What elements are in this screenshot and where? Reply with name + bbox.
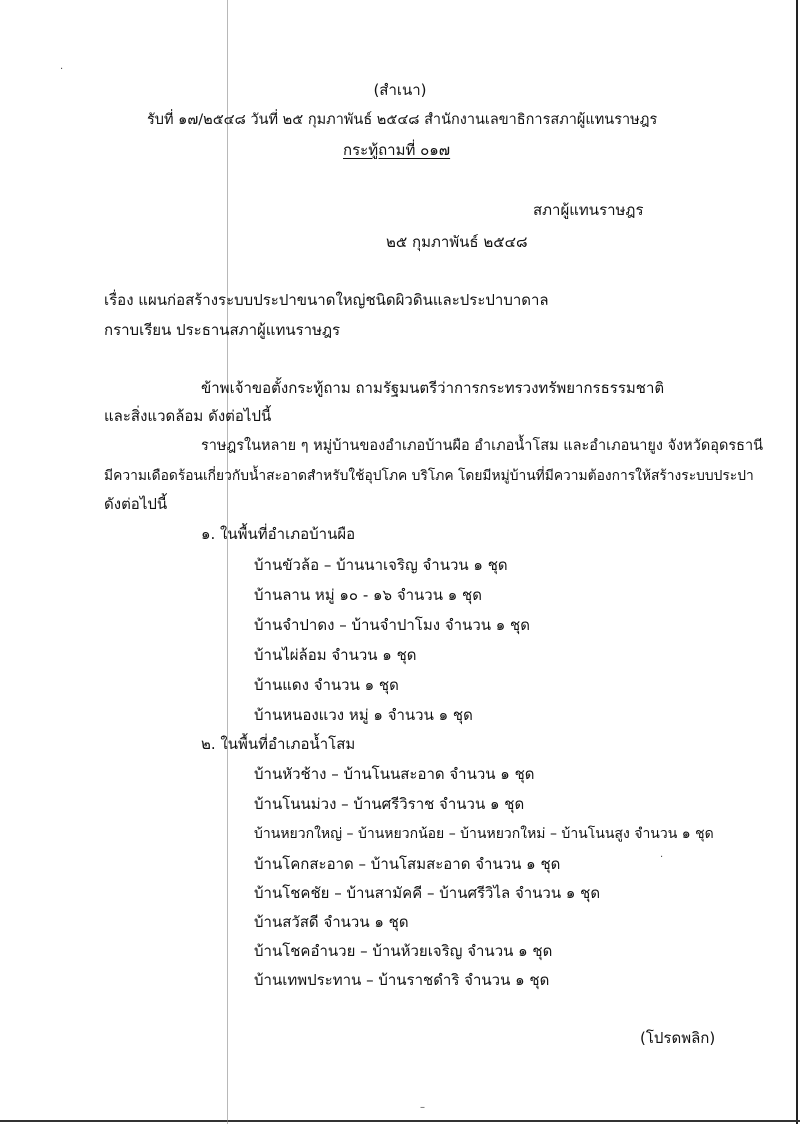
list-item: บ้านแดง จำนวน ๑ ชุด <box>254 676 399 694</box>
question-number: กระทู้ถามที่ ๐๑๗ <box>343 141 451 159</box>
please-turn-note: (โปรดพลิก) <box>640 1029 716 1047</box>
scan-border-right <box>796 0 798 1124</box>
list-item: บ้านหยวกใหญ่ – บ้านหยวกน้อย – บ้านหยวกใหม่ – บ้านโนนสูง จำนวน ๑ ชุด <box>254 826 714 842</box>
list-item: บ้านโนนม่วง – บ้านศรีวิราช จำนวน ๑ ชุด <box>254 795 525 813</box>
sender-org: สภาผู้แทนราษฎร <box>533 201 644 219</box>
list-item: บ้านโคกสะอาด – บ้านโสมสะอาด จำนวน ๑ ชุด <box>254 855 561 873</box>
section1-heading: ๑. ในพื้นที่อำเภอบ้านผือ <box>201 525 356 543</box>
list-item: บ้านลาน หมู่ ๑๐ - ๑๖ จำนวน ๑ ชุด <box>254 586 482 604</box>
body-para1-line2: และสิ่งแวดล้อม ดังต่อไปนี้ <box>104 407 272 425</box>
list-item: บ้านเทพประทาน – บ้านราชดำริ จำนวน ๑ ชุด <box>254 971 550 989</box>
list-item: บ้านไผ่ล้อม จำนวน ๑ ชุด <box>254 646 417 664</box>
list-item: บ้านหนองแวง หมู่ ๑ จำนวน ๑ ชุด <box>254 706 473 724</box>
list-item: บ้านขัวล้อ – บ้านนาเจริญ จำนวน ๑ ชุด <box>254 556 508 574</box>
body-para2-line3: ดังต่อไปนี้ <box>104 495 168 513</box>
copy-label: (สำเนา) <box>373 81 427 99</box>
receipt-line: รับที่ ๑๗/๒๕๔๘ วันที่ ๒๕ กุมภาพันธ์ ๒๕๔๘ สำนักงานเลขาธิการสภาผู้แทนราษฎร <box>147 112 658 128</box>
list-item: บ้านหัวช้าง – บ้านโนนสะอาด จำนวน ๑ ชุด <box>254 765 535 783</box>
scan-speck: · <box>60 64 64 75</box>
body-para2-line2: มีความเดือดร้อนเกี่ยวกับน้ำสะอาดสำหรับใช้อุปโภค บริโภค โดยมีหมู่บ้านที่มีความต้องการให้สร้างระบบประปา <box>104 468 754 484</box>
body-para2-line1: ราษฎรในหลาย ๆ หมู่บ้านของอำเภอบ้านผือ อำเภอน้ำโสม และอำเภอนายูง จังหวัดอุดรธานี <box>201 438 764 454</box>
section2-heading: ๒. ในพื้นที่อำเภอน้ำโสม <box>201 735 356 753</box>
salutation-line: กราบเรียน ประธานสภาผู้แทนราษฎร <box>104 321 341 339</box>
scan-fold-line <box>227 0 228 1124</box>
subject-line: เรื่อง แผนก่อสร้างระบบประปาขนาดใหญ่ชนิดผิวดินและประปาบาดาล <box>104 291 549 309</box>
list-item: บ้านสวัสดี จำนวน ๑ ชุด <box>254 913 409 931</box>
body-para1-line1: ข้าพเจ้าขอตั้งกระทู้ถาม ถามรัฐมนตรีว่าการกระทรวงทรัพยากรธรรมชาติ <box>201 379 665 397</box>
scan-border-bottom <box>0 1120 800 1122</box>
list-item: บ้านจำปาดง – บ้านจำปาโมง จำนวน ๑ ชุด <box>254 616 530 634</box>
list-item: บ้านโชคอำนวย – บ้านห้วยเจริญ จำนวน ๑ ชุด <box>254 942 553 960</box>
scan-speck: – <box>420 1102 425 1113</box>
list-item: บ้านโชคชัย – บ้านสามัคคี – บ้านศรีวิไล จำนวน ๑ ชุด <box>254 884 601 902</box>
sender-date: ๒๕ กุมภาพันธ์ ๒๕๔๘ <box>386 233 528 251</box>
scan-speck: · <box>660 852 664 863</box>
